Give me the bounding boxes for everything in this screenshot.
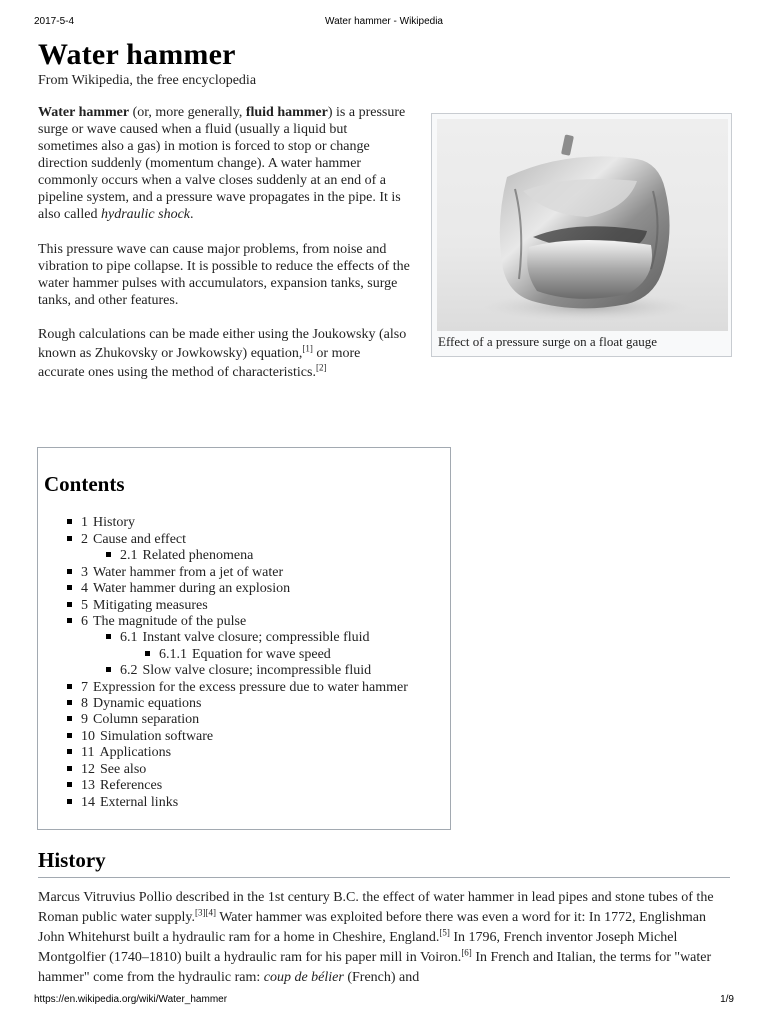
toc-item-column-separation[interactable]: 9 Column separation <box>67 712 199 728</box>
table-of-contents <box>37 447 451 830</box>
toc-item-references[interactable]: 13 References <box>67 778 162 794</box>
bullet-icon <box>67 782 72 787</box>
reference-link-2[interactable]: [2] <box>315 362 327 373</box>
italic-term-hydraulic-shock: hydraulic shock <box>100 207 191 222</box>
page-title: Water hammer <box>38 38 236 71</box>
bullet-icon <box>106 552 111 557</box>
bullet-icon <box>67 618 72 623</box>
bullet-icon <box>67 700 72 705</box>
bullet-icon <box>67 749 72 754</box>
reference-link-1[interactable]: [1] <box>302 343 313 354</box>
figure-thumbnail <box>431 113 732 357</box>
float-gauge-illustration <box>437 119 728 331</box>
print-date: 2017-5-4 <box>34 16 75 27</box>
toc-item-applications[interactable]: 11 Applications <box>67 745 171 761</box>
toc-item-simulation-software[interactable]: 10 Simulation software <box>67 729 213 745</box>
toc-item-mitigating-measures[interactable]: 5 Mitigating measures <box>67 598 208 614</box>
bold-term-water-hammer: Water hammer <box>38 105 130 120</box>
bold-term-fluid-hammer: fluid hammer <box>245 105 328 120</box>
print-url: https://en.wikipedia.org/wiki/Water_hammer <box>34 994 228 1005</box>
toc-item-related-phenomena[interactable]: 2.1 Related phenomena <box>106 548 253 564</box>
toc-item-explosion[interactable]: 4 Water hammer during an explosion <box>67 581 290 597</box>
intro-paragraph-1: Water hammer (or, more generally, fluid hammer) is a pressure surge or wave caused when a fluid (usually a liquid but sometimes also a gas) in motion is forced to stop or change direction suddenly (momentum change). A water hammer commonly occurs when a valve closes suddenly at an end of a pipeline system, and a pressure wave propagates in the pipe. It is also called hydraulic shock. <box>38 105 406 222</box>
reference-link-5[interactable]: [5] <box>439 927 450 938</box>
toc-item-see-also[interactable]: 12 See also <box>67 762 146 778</box>
toc-heading: Contents <box>44 472 125 496</box>
toc-item-jet-of-water[interactable]: 3 Water hammer from a jet of water <box>67 565 283 581</box>
intro-paragraph-3: Rough calculations can be made either using the Joukowsky (also known as Zhukovsky or Jowkowsky) equation,[1] or more accurate ones using the method of characteristics.[2] <box>38 327 407 380</box>
bullet-icon <box>67 602 72 607</box>
toc-item-instant-valve-closure[interactable]: 6.1 Instant valve closure; compressible fluid <box>106 630 370 646</box>
toc-item-excess-pressure[interactable]: 7 Expression for the excess pressure due to water hammer <box>67 680 408 696</box>
reference-link-3-4[interactable]: [3][4] <box>194 907 216 918</box>
toc-item-wave-speed[interactable]: 6.1.1 Equation for wave speed <box>145 647 331 663</box>
section-divider <box>38 877 730 878</box>
print-header <box>34 16 734 30</box>
bullet-icon <box>67 799 72 804</box>
bullet-icon <box>145 651 150 656</box>
toc-item-cause-and-effect[interactable]: 2 Cause and effect <box>67 532 186 548</box>
toc-item-external-links[interactable]: 14 External links <box>67 795 178 811</box>
page-subtitle: From Wikipedia, the free encyclopedia <box>38 73 257 88</box>
toc-item-history[interactable]: 1 History <box>67 515 135 531</box>
float-gauge-image[interactable] <box>437 119 728 331</box>
print-footer <box>34 994 734 1008</box>
bullet-icon <box>106 634 111 639</box>
history-paragraph: Marcus Vitruvius Pollio described in the 1st century B.C. the effect of water hammer in lead pipes and stone tubes of the Roman public water supply.[3][4] Water hammer was exploited before there was even a word for it: In 1772, Englishman John Whitehurst built a hydraulic ram for a home in Cheshire, England.[5] In 1796, French inventor Joseph Michel Montgolfier (1740–1810) built a hydraulic ram for his paper mill in Voiron.[6] In French and Italian, the terms for "water hammer" come from the hydraulic ram: coup de bélier (French) and <box>38 890 714 985</box>
section-heading-history: History <box>38 848 106 872</box>
toc-item-magnitude-of-pulse[interactable]: 6 The magnitude of the pulse <box>67 614 246 630</box>
bullet-icon <box>106 667 111 672</box>
reference-link-6[interactable]: [6] <box>461 947 472 958</box>
bullet-icon <box>67 536 72 541</box>
print-title: Water hammer - Wikipedia <box>325 16 443 27</box>
bullet-icon <box>67 766 72 771</box>
bullet-icon <box>67 684 72 689</box>
italic-term-coup-de-belier: coup de bélier <box>263 970 344 985</box>
figure-caption: Effect of a pressure surge on a float gauge <box>438 334 657 349</box>
bullet-icon <box>67 733 72 738</box>
toc-item-slow-valve-closure[interactable]: 6.2 Slow valve closure; incompressible fluid <box>106 663 371 679</box>
bullet-icon <box>67 585 72 590</box>
bullet-icon <box>67 519 72 524</box>
intro-paragraph-2: This pressure wave can cause major problems, from noise and vibration to pipe collapse. It is possible to reduce the effects of the water hammer pulses with accumulators, expansion tanks, surge tanks, and other features. <box>38 242 410 308</box>
bullet-icon <box>67 716 72 721</box>
bullet-icon <box>67 569 72 574</box>
print-page-number: 1/9 <box>720 994 734 1005</box>
toc-item-dynamic-equations[interactable]: 8 Dynamic equations <box>67 696 201 712</box>
